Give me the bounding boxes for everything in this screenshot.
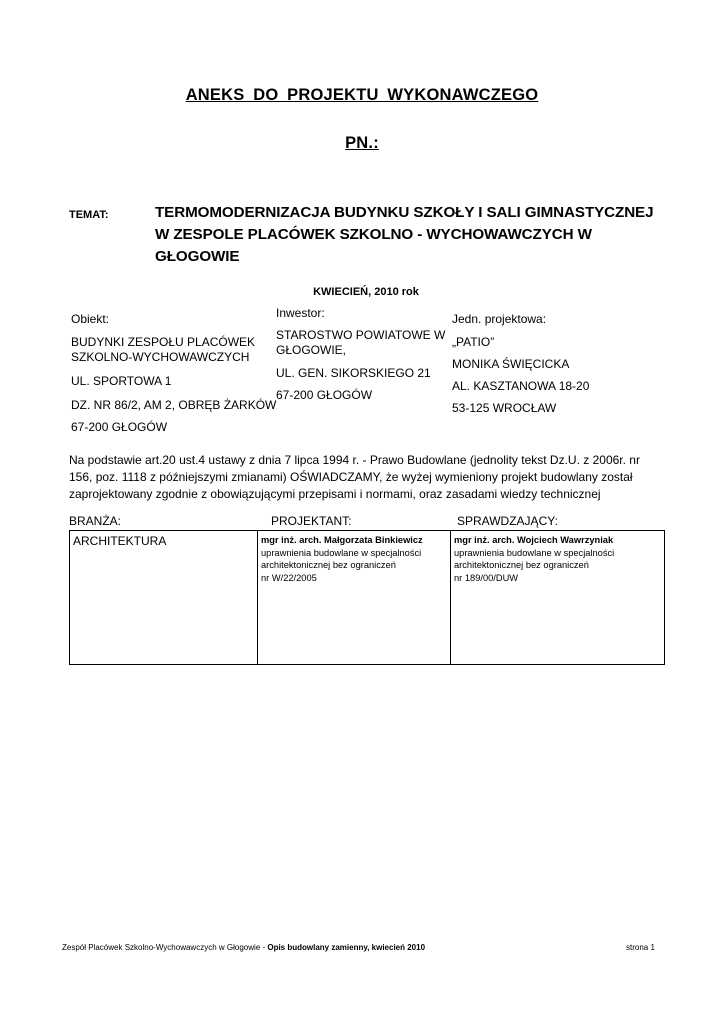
sprawdzajacy-license: uprawnienia budowlane w specjalności [454,547,615,558]
obiekt-line: SZKOLNO-WYCHOWAWCZYCH [71,350,250,364]
document-date: KWIECIEŃ, 2010 rok [313,286,419,298]
sprawdzajacy-license-scope: architektonicznej bez ograniczeń [454,560,589,570]
inwestor-section [276,306,445,403]
inwestor-line: GŁOGOWIE, [276,343,347,357]
role-projektant: PROJEKTANT: [271,514,352,528]
signature-row [70,531,665,665]
obiekt-line: DZ. NR 86/2, AM 2, OBRĘB ŻARKÓW [71,398,277,412]
role-sprawdzajacy: SPRAWDZAJĄCY: [457,514,558,528]
obiekt-line: BUDYNKI ZESPOŁU PLACÓWEK [71,335,256,349]
branch-cell: ARCHITEKTURA [70,531,258,665]
sprawdzajacy-name: mgr inż. arch. Wojciech Wawrzyniak [454,535,614,545]
footer-institution: Zespół Placówek Szkolno-Wychowawczych w Głogowie - [62,943,268,952]
sprawdzajacy-cell [451,531,665,665]
temat-line: W ZESPOLE PLACÓWEK SZKOLNO - WYCHOWAWCZYCH W [155,226,592,243]
obiekt-section [71,312,276,435]
projektant-name: mgr inż. arch. Małgorzata Binkiewicz [261,535,423,545]
jednostka-line: AL. KASZTANOWA 18-20 [452,379,590,393]
footer-text [62,943,425,952]
document-pn: PN.: [345,134,379,152]
footer-doc-title: Opis budowlany zamienny, kwiecień 2010 [267,943,426,952]
temat-label: TEMAT: [69,209,109,221]
temat-line: GŁOGOWIE [155,248,240,265]
role-branza: BRANŻA: [69,514,122,528]
projektant-number: nr W/22/2005 [261,572,317,583]
projektant-license: uprawnienia budowlane w specjalności [261,547,422,558]
projektant-license-scope: architektonicznej bez ograniczeń [261,560,396,570]
page-number: strona 1 [626,943,655,952]
temat-text [155,202,655,268]
inwestor-line: STAROSTWO POWIATOWE W [276,328,446,342]
inwestor-label: Inwestor: [276,306,325,320]
temat-line: TERMOMODERNIZACJA BUDYNKU SZKOŁY I SALI GIMNASTYCZNEJ [155,204,654,221]
jednostka-section [452,312,589,416]
inwestor-line: UL. GEN. SIKORSKIEGO 21 [276,366,431,380]
jednostka-line: 53-125 WROCŁAW [452,401,557,415]
jednostka-line: MONIKA ŚWIĘCICKA [452,357,570,371]
obiekt-line: 67-200 GŁOGÓW [71,420,168,434]
jednostka-label: Jedn. projektowa: [452,312,547,326]
signature-table [69,530,665,665]
sprawdzajacy-number: nr 189/00/DUW [454,572,519,583]
obiekt-label: Obiekt: [71,312,110,326]
projektant-cell [258,531,451,665]
inwestor-line: 67-200 GŁOGÓW [276,388,373,402]
jednostka-line: „PATIO” [452,335,495,349]
obiekt-line: UL. SPORTOWA 1 [71,374,172,388]
legal-statement: Na podstawie art.20 ust.4 ustawy z dnia 7 lipca 1994 r. - Prawo Budowlane (jednolity tekst Dz.U. z 2006r. nr 156, poz. 1118 z późniejszymi zmianami) OŚWIADCZAMY, że wyżej wymieniony projekt budowlany został zaprojektowany zgodnie z obowiązującymi przepisami i normami, oraz zasadami wiedzy technicznej [69,453,640,501]
document-title: ANEKS DO PROJEKTU WYKONAWCZEGO [185,86,539,104]
